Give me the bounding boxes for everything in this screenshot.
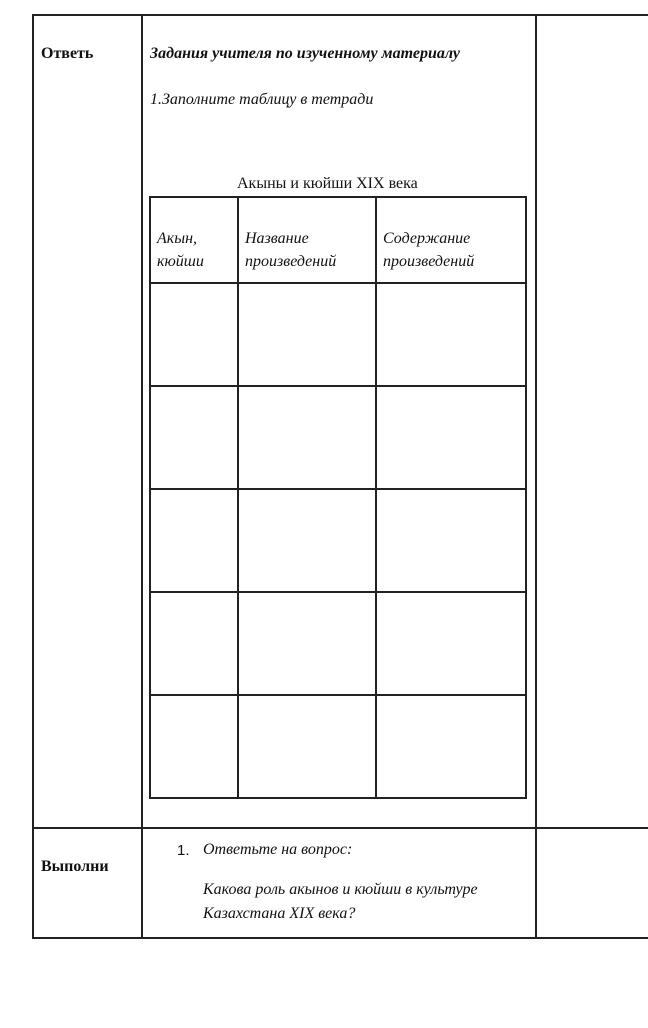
task-heading: Задания учителя по изученному материалу [150, 45, 460, 62]
row-label-do: Выполни [41, 858, 109, 875]
table-cell[interactable] [376, 283, 526, 386]
table-cell[interactable] [238, 695, 376, 798]
header-cell-title [238, 197, 376, 283]
header-title-line2: произведений [245, 253, 337, 270]
table-row [150, 695, 526, 798]
table-row [150, 592, 526, 695]
table-cell[interactable] [376, 592, 526, 695]
header-content-line2: произведений [383, 253, 475, 270]
table-cell[interactable] [150, 592, 238, 695]
header-title-line1: Название [245, 230, 309, 247]
table-cell[interactable] [150, 283, 238, 386]
table-row [150, 283, 526, 386]
outer-top-border [32, 14, 648, 16]
header-cell-akyn [150, 197, 238, 283]
table-row [150, 386, 526, 489]
header-akyn-line2: кюйши [157, 253, 204, 270]
table-cell[interactable] [376, 695, 526, 798]
row-divider [32, 827, 648, 829]
question-prompt: Ответьте на вопрос: [203, 841, 353, 858]
table-cell[interactable] [376, 489, 526, 592]
table-caption: Акыны и кюйши XIX века [237, 175, 418, 192]
table-cell[interactable] [238, 283, 376, 386]
list-number: 1. [177, 842, 190, 859]
header-content-line1: Содержание [383, 230, 471, 247]
header-akyn-line1: Акын, [157, 230, 198, 247]
outer-left-border [32, 14, 34, 939]
table-cell[interactable] [150, 695, 238, 798]
table-cell[interactable] [150, 489, 238, 592]
table-cell[interactable] [150, 386, 238, 489]
column-divider-1 [141, 14, 143, 939]
question-text-line2: Казахстана XIX века? [203, 905, 356, 922]
row-label-answer: Ответь [41, 45, 94, 62]
table-cell[interactable] [238, 592, 376, 695]
table-cell[interactable] [376, 386, 526, 489]
task-instruction: 1.Заполните таблицу в тетради [150, 91, 374, 108]
table-row [150, 489, 526, 592]
akyns-table [149, 196, 527, 799]
table-cell[interactable] [238, 386, 376, 489]
table-cell[interactable] [238, 489, 376, 592]
outer-bottom-border [32, 937, 648, 939]
table-header-row [150, 197, 526, 283]
header-cell-content [376, 197, 526, 283]
question-text-line1: Какова роль акынов и кюйши в культуре [203, 881, 478, 898]
column-divider-2 [535, 14, 537, 939]
